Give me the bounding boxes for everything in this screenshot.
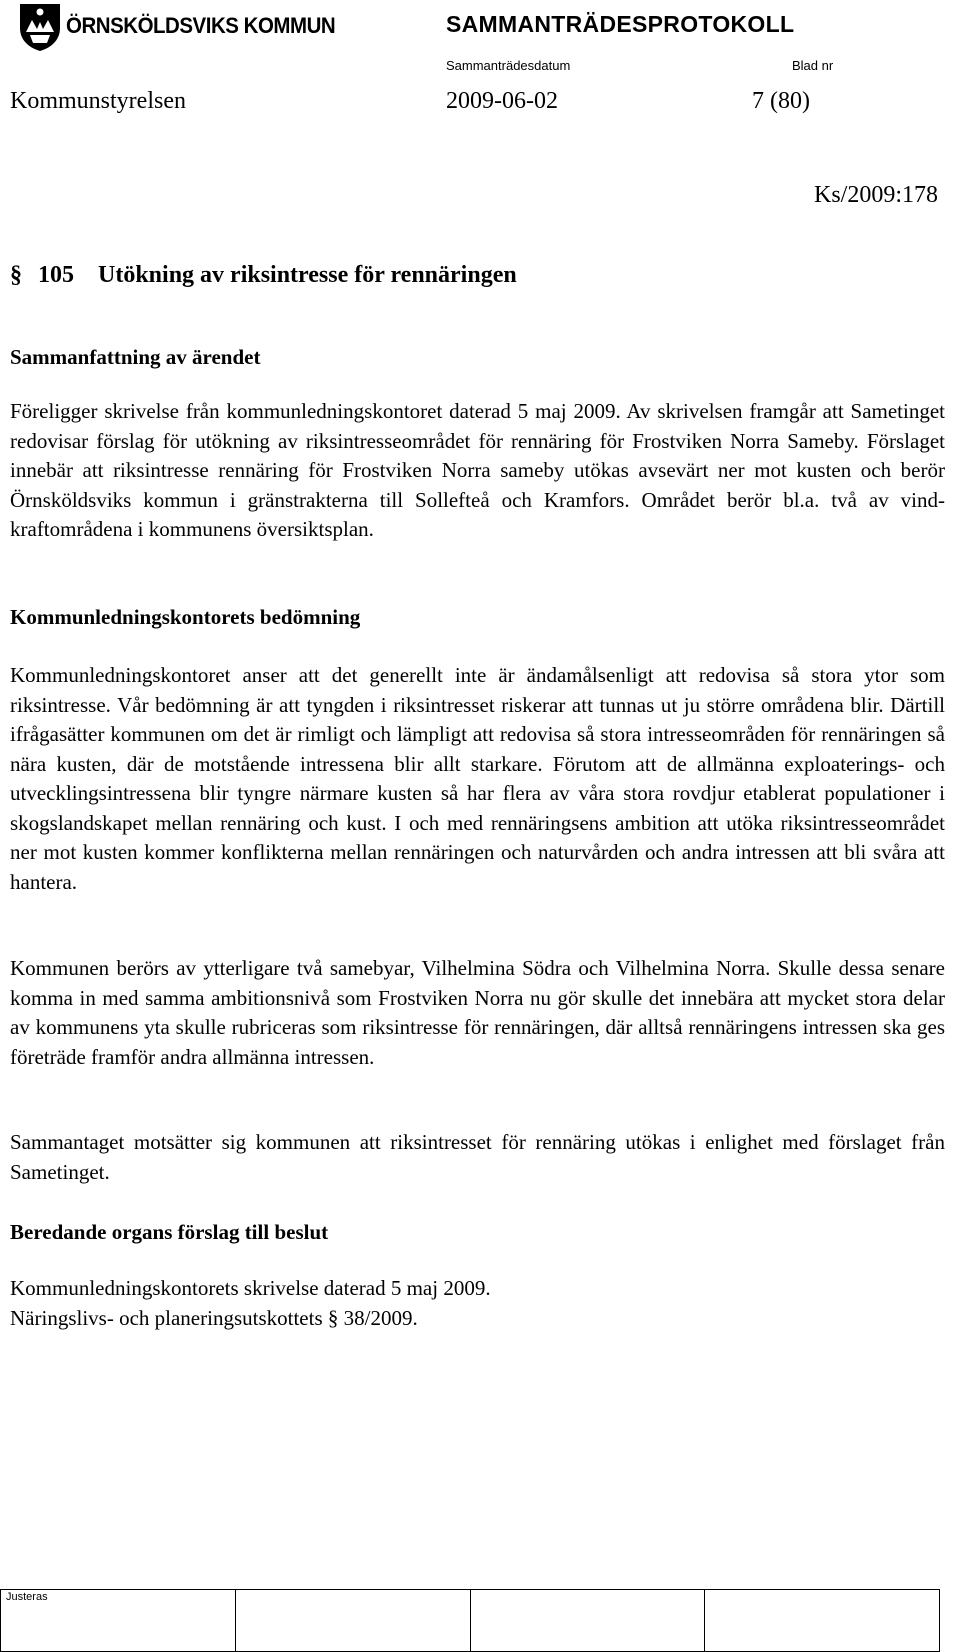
signature-cell-justeras xyxy=(1,1590,236,1652)
paragraph-number: 105 xyxy=(38,262,74,288)
summary-paragraph: Föreligger skrivelse från kommunledningskontoret daterad 5 maj 2009. Av skrivelsen framgår att Sametinget redovisar förslag för utökning av riksintresseområdet för rennäring för Frostviken Norra Sameby. Förslaget innebär att riksintresse rennäring för Frostviken Norra sameby utökas avsevärt ner mot kusten och berör Örnsköldsviks kommun i gränstrakterna till Sollefteå och Kramfors. Området berör bl.a. två av vindkraftområdena i kommunens översiktsplan. xyxy=(10,399,945,541)
signature-cell xyxy=(235,1590,470,1652)
page-number: 7 (80) xyxy=(752,88,810,114)
paragraph-sign: § xyxy=(10,262,22,288)
proposal-heading: Beredande organs förslag till beslut xyxy=(10,1220,329,1244)
case-number: Ks/2009:178 xyxy=(813,182,938,208)
document-type: SAMMANTRÄDESPROTOKOLL xyxy=(446,11,795,37)
assessment-heading: Kommunledningskontorets bedömning xyxy=(10,605,361,629)
justeras-label: Justeras xyxy=(6,1591,48,1603)
proposal-line-2: Näringslivs- och planeringsutskottets § 38/2009. xyxy=(10,1306,418,1330)
municipal-crest-icon xyxy=(18,2,62,52)
committee-name: Kommunstyrelsen xyxy=(10,88,186,114)
logo xyxy=(14,2,334,52)
meeting-date: 2009-06-02 xyxy=(446,88,558,114)
proposal-line-1: Kommunledningskontorets skrivelse daterad 5 maj 2009. xyxy=(10,1276,491,1300)
signature-cell xyxy=(705,1590,940,1652)
signature-row xyxy=(1,1590,940,1652)
summary-heading: Sammanfattning av ärendet xyxy=(10,345,261,369)
page-number-label: Blad nr xyxy=(792,58,834,73)
case-title: Utökning av riksintresse för rennäringen xyxy=(98,262,517,288)
section-title xyxy=(10,262,517,289)
assessment-paragraph-3: Sammantaget motsätter sig kommunen att riksintresset för rennäring utökas i enlighet med förslaget från Sametinget. xyxy=(10,1130,945,1184)
signature-cell xyxy=(470,1590,705,1652)
assessment-paragraph-2: Kommunen berörs av ytterligare två samebyar, Vilhelmina Södra och Vilhelmina Norra. Skulle dessa senare komma in med samma ambitionsnivå som Frostviken Norra nu gör skulle det innebära att mycket stora delar av kommunens yta skulle rubriceras som riksintresse för rennäringen, där alltså rennäringens intressen ska ges företräde framför andra allmänna intressen. xyxy=(10,956,945,1069)
assessment-paragraph-1: Kommunledningskontoret anser att det generellt inte är ändamålsenligt att redovisa så stora ytor som riksintresse. Vår bedömning är att tyngden i riksintresset riskerar att tunnas ut ju större områdena blir. Därtill ifrågasätter kommunen om det är rimligt och lämpligt att redovisa så stora intresseområden för rennäringen så nära kusten, där de motstående intressena blir allt starkare. Förutom att de allmänna exploaterings- och utvecklingsintressena blir tyngre närmare kusten så har flera av våra stora rovdjur etablerat populationer i skogslandskapet mellan rennäring och kust. I och med rennäringsens ambition att utöka riksintresseområdet ner mot kusten kommer konflikterna mellan rennäringen och naturvården och andra intressen att bli svåra att hantera. xyxy=(10,663,945,894)
meeting-date-label: Sammanträdesdatum xyxy=(446,58,571,73)
kommun-name: ÖRNSKÖLDSVIKS KOMMUN xyxy=(66,13,336,38)
signature-table xyxy=(0,1589,940,1652)
